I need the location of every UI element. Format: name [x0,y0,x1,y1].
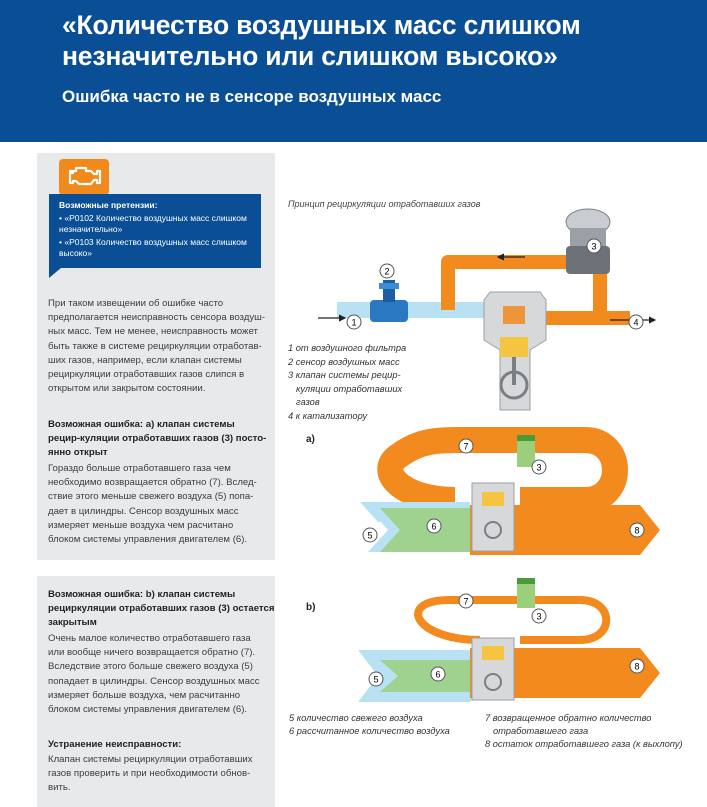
diagram-caption: Принцип рециркуляции отработавших газов [288,199,481,209]
error-b-heading: Возможная ошибка: b) клапан системы рециркуляции отработавших газов (3) остается закрытым [48,589,275,629]
legend-bottom-left: 5 количество свежего воздуха 6 рассчитанное количество воздуха [289,713,450,736]
legend-top: 1 от воздушного фильтра 2 сенсор воздушных масс 3 клапан системы рецир- куляции отработавших газов 4 к катализатору [288,343,407,421]
marker-3-b [532,609,546,623]
svg-text:3: 3 [536,462,542,473]
intro-paragraph: При таком извещении об ошибке часто предполагается неисправность сенсора воздуш- ных масс. Тем не менее, неисправность может быть также в системе рециркуляции отработав- ших газов, например, если клапан системы рециркуляции отработавших газов слипся в открытом или закрытом состоянии. [48,298,266,395]
svg-text:8: 8 [634,525,640,536]
marker-4 [629,315,643,329]
marker-7-a [459,439,473,453]
fix-body: Клапан системы рециркуляции отработавших газов проверить и при необходимости обнов- вить. [48,754,253,794]
marker-8-b [630,659,644,673]
marker-3-a [532,460,546,474]
claim-item: • «P0102 Количество воздушных масс слишком незначительно» [59,213,247,234]
error-b-body: Очень малое количество отработавшего газа или вообще ничего возвращается обратно (7). Вследствие этого больше свежего воздуха (5) попадает в цилиндры. Сенсор воздушных масс измеряет больше воздуха, чем расчитанно блоком системы управления двигателем (6). [48,633,260,716]
svg-text:5: 5 [373,674,379,685]
marker-5-b [369,672,383,686]
marker-2 [380,264,394,278]
diagram-b [358,578,660,702]
svg-text:1: 1 [351,317,357,328]
svg-text:6: 6 [435,669,441,680]
marker-1 [347,315,361,329]
page-subtitle: Ошибка часто не в сенсоре воздушных масс [62,87,442,106]
marker-8-a [630,523,644,537]
svg-text:7: 7 [463,596,469,607]
air-mass-sensor [370,280,408,322]
marker-5-a [363,528,377,542]
engine-cylinder [484,292,546,410]
diagram-a [360,435,660,555]
svg-text:8: 8 [634,661,640,672]
svg-text:7: 7 [463,441,469,452]
marker-7-b [459,594,473,608]
svg-text:3: 3 [536,611,542,622]
svg-text:4: 4 [633,317,639,328]
claims-title: Возможные претензии: [59,200,158,210]
label-a: a) [306,434,315,445]
egr-loop-b [418,600,606,640]
error-a-heading: Возможная ошибка: а) клапан системы рецир-куляции отработавших газов (3) посто- янно открыт [48,419,267,459]
svg-text:5: 5 [367,530,373,541]
marker-6-a [427,519,441,533]
marker-6-b [431,667,445,681]
marker-3 [587,239,601,253]
legend-bottom-right: 7 возвращенное обратно количество отработавшего газа 8 остаток отработавшего газа (к выхлопу) [485,713,683,749]
svg-text:3: 3 [591,241,597,252]
label-b: b) [306,602,316,613]
svg-text:6: 6 [431,521,437,532]
svg-text:2: 2 [384,266,390,277]
fix-heading: Устранение неисправности: [48,739,182,750]
page-title: «Количество воздушных масс слишком незначительно или слишком высоко» [62,10,581,71]
error-a-body: Гораздо больше отработавшего газа чем необходимо возвращается обратно (7). Вслед- ствие этого меньше свежего воздуха (5) попа- дает в цилиндры. Сенсор воздушных масс измеряет меньше воздуха чем расчитано блоком системы управления двигателем (6). [48,463,257,546]
claim-item: • «P0103 Количество воздушных масс слишком высоко» [59,237,247,258]
